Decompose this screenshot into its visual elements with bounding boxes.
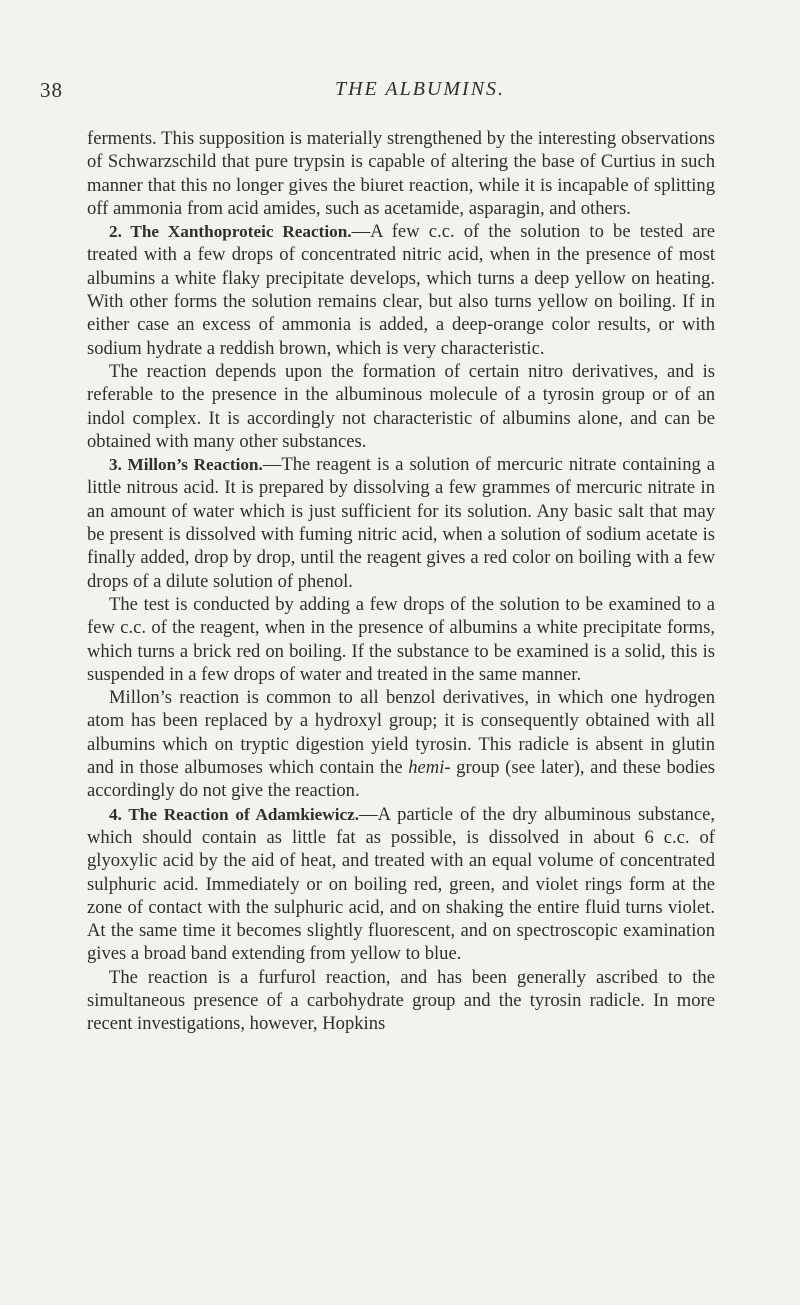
section-heading-xanthoproteic: 2. The Xanthoproteic Reaction. (109, 222, 352, 242)
paragraph-millon-test (87, 593, 715, 686)
running-title: THE ALBUMINS. (334, 78, 506, 100)
section-heading-millon: 3. Millon’s Reaction. (109, 455, 263, 475)
paragraph-ferments (87, 127, 715, 220)
paragraph-millons-reaction (87, 453, 715, 593)
paragraph-text-after: group (see later), and these bodies accordingly do not give the reaction. (87, 757, 716, 802)
page-number: 38 (40, 78, 63, 102)
paragraph-text: —The reagent is a solution of mercuric nitrate containing a little nitrous acid. It is prepared by dissolving a few grammes of mercuric nitrate in an amount of water which is just sufficient for its solution. Any basic salt that may be present is dissolved with fuming nitric acid, when a solution of sodium acetate is finally added, drop by drop, until the reagent gives a red color on boiling with a few drops of a dilute solution of phenol. (87, 454, 715, 592)
paragraph-text-before: Millon’s reaction is common to all benzol derivatives, in which one hydrogen atom has been replaced by a hydroxyl group; it is consequently obtained with all albumins which on tryptic digestion yield tyrosin. This radicle is absent in glutin and in those albumoses which contain the (87, 687, 715, 779)
paragraph-nitro-derivatives (87, 360, 715, 453)
paragraph-adamkiewicz-reaction (87, 803, 715, 966)
paragraph-text: ferments. This supposition is materially strengthened by the interesting observations of Schwarzschild that pure trypsin is capable of altering the base of Curtius in such manner that this no longer gives the biuret reaction, while it is incapable of splitting off ammonia from acid amides, such as acetamide, asparagin, and others. (87, 128, 715, 219)
paragraph-text: The test is conducted by adding a few drops of the solution to be examined to a few c.c. of the reagent, when in the presence of albumins a white precipitate forms, which turns a brick red on boiling. If the substance to be examined is a solid, this is suspended in a few drops of water and treated in the same manner. (87, 593, 715, 685)
paragraph-furfurol-reaction (87, 966, 715, 1036)
paragraph-text: —A few c.c. of the solution to be tested are treated with a few drops of concentrated nitric acid, when in the presence of most albumins a white flaky precipitate develops, which turns a deep yellow on heating. With other forms the solution remains clear, but also turns yellow on boiling. If in either case an excess of ammonia is added, a deep-orange color results, or with sodium hydrate a reddish brown, which is very characteristic. (87, 221, 715, 359)
paragraph-millon-benzol (87, 686, 715, 802)
section-heading-adamkiewicz: 4. The Reaction of Adamkiewicz. (109, 804, 360, 824)
paragraph-text: The reaction depends upon the formation of certain nitro derivatives, and is referable to the presence in the albuminous molecule of a tyrosin group or of an indol complex. It is accordingly not characteristic of albumins alone, and can be obtained with many other substances. (87, 360, 715, 452)
paragraph-text: —A particle of the dry albuminous substance, which should contain as little fat as possible, is dissolved in about 6 c.c. of glyoxylic acid by the aid of heat, and treated with an equal volume of concentrated sulphuric acid. Immediately or on boiling red, green, and violet rings form at the zone of contact with the sulphuric acid, and on shaking the entire fluid turns violet. At the same time it becomes slightly fluorescent, and on spectroscopic examination gives a broad band extending from yellow to blue. (87, 803, 715, 965)
running-head (40, 78, 740, 112)
italic-term-hemi: hemi- (408, 757, 451, 779)
paragraph-text: The reaction is a furfurol reaction, and has been generally ascribed to the simultaneous presence of a carbohydrate group and the tyrosin radicle. In more recent investigations, however, Hopkins (87, 966, 715, 1035)
paragraph-xanthoproteic-reaction (87, 220, 715, 360)
body-text (87, 127, 715, 1036)
